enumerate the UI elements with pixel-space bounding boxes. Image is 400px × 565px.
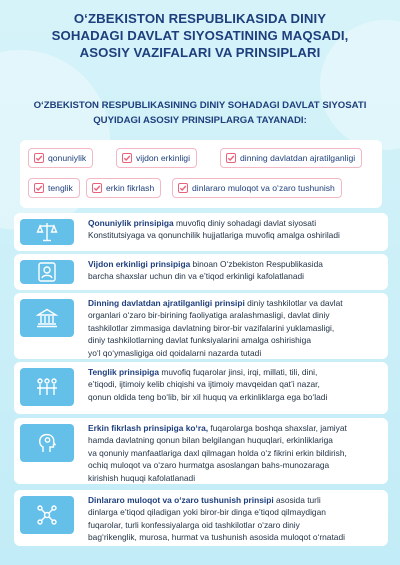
government-building-icon <box>35 306 59 330</box>
principle-chip <box>220 148 362 168</box>
principle-card-heading: Qonuniylik prinsipiga <box>88 218 174 228</box>
principle-card-erkin-fikrlash <box>14 418 388 484</box>
principle-card-text <box>88 258 382 283</box>
principle-card-dinlararo-muloqot <box>14 490 388 546</box>
principle-card-icon-tile <box>20 299 74 337</box>
check-icon <box>122 153 132 163</box>
principle-chip-label: erkin fikrlash <box>106 183 155 193</box>
principle-chip <box>28 148 93 168</box>
scales-icon <box>35 220 59 244</box>
principle-card-text <box>88 217 382 242</box>
principle-card-body: hamda davlatning qonun bilan belgilangan huquqlari, erkinliklariga <box>88 435 333 446</box>
principle-card-heading: Dinlararo muloqot va o‘zaro tushunish prinsipi <box>88 495 274 505</box>
section-subtitle-line: O‘ZBEKISTON RESPUBLIKASINING DINIY SOHADAGI DAVLAT SIYOSATI <box>33 100 367 111</box>
principle-card-icon-tile <box>20 496 74 534</box>
principle-card-body: e’tiqodi, ijtimoiy kelib chiqishi va ijtimoiy mavqeidan qat’i nazar, <box>88 379 320 390</box>
principle-card-body: va qonuniy manfaatlariga daxl qilmagan holda o‘z fikrini erkin bildirish, <box>88 447 347 458</box>
principle-card-body: diniy tashkilotlarning davlat funksiyalarini amalga oshirishiga <box>88 335 311 346</box>
check-icon <box>34 153 44 163</box>
principle-card-body: asosida turli <box>273 495 321 505</box>
principle-chip <box>86 178 161 198</box>
principle-card-body: barcha shaxslar uchun din va e’tiqod erkinligi kafolatlanadi <box>88 271 305 282</box>
principle-card-heading: Erkin fikrlash prinsipiga ko‘ra, <box>88 423 209 433</box>
principle-card-icon-tile <box>20 260 74 284</box>
principle-card-body: diniy tashkilotlar va davlat <box>244 298 343 308</box>
person-profile-icon <box>35 260 59 284</box>
principle-card-body: dinlarga e’tiqod qiladigan yoki biror-bir dinga e’tiqod qilmaydigan <box>88 507 326 518</box>
principle-chip <box>116 148 197 168</box>
principle-card-body: kirishish huquqi kafolatlanadi <box>88 472 196 483</box>
principle-card-body: organlari o‘zaro bir-birining faoliyatiga aralashmasligi, davlat diniy <box>88 310 330 321</box>
principle-chip-label: dinlararo muloqot va o‘zaro tushunish <box>192 183 335 193</box>
check-icon <box>92 183 102 193</box>
section-subtitle <box>0 98 400 128</box>
principle-card-body: bag‘rikenglik, murosa, hurmat va tushunish asosida muloqot o‘rnatadi <box>88 532 345 543</box>
principle-card-dinning-davlatdan-ajratilganligi <box>14 293 388 359</box>
principle-card-body: binoan O‘zbekiston Respublikasida <box>190 259 323 269</box>
principle-card-body: tashkilotlar zimmasiga davlatning biror-bir vazifalarini yuklamasligi, <box>88 322 335 333</box>
principle-card-icon-tile <box>20 424 74 462</box>
principle-card-tenglik <box>14 362 388 414</box>
people-equality-icon <box>35 375 59 399</box>
principle-card-body: muvofiq fuqarolar jinsi, irqi, millati, tili, dini, <box>159 367 318 377</box>
page-title <box>0 10 400 61</box>
principle-chip-label: qonuniylik <box>48 153 87 163</box>
section-subtitle-line: QUYIDAGI ASOSIY PRINSIPLARGA TAYANADI: <box>93 115 307 126</box>
principle-card-heading: Tenglik prinsipiga <box>88 367 160 377</box>
check-icon <box>178 183 188 193</box>
principle-card-icon-tile <box>20 368 74 406</box>
principle-card-body: ochiq muloqot va o‘zaro hurmatga asoslangan bahs-munozaraga <box>88 460 330 471</box>
principle-card-text <box>88 366 382 403</box>
dialogue-network-icon <box>35 503 59 527</box>
principle-card-text <box>88 494 382 544</box>
principle-card-text <box>88 297 382 359</box>
principle-card-icon-tile <box>20 219 74 245</box>
principle-chip-label: dinning davlatdan ajratilganligi <box>240 153 356 163</box>
principle-chip <box>172 178 342 198</box>
principle-card-text <box>88 422 382 484</box>
page-title-line: ASOSIY VAZIFALARI VA PRINSIPLARI <box>79 45 321 60</box>
principles-chip-panel <box>20 140 382 208</box>
principle-card-vijdon-erkinligi <box>14 254 388 290</box>
principle-card-heading: Vijdon erkinligi prinsipiga <box>88 259 191 269</box>
principle-card-body: qonun oldida teng bo‘lib, bir xil huquq va erkinliklarga ega bo‘ladi <box>88 391 328 402</box>
check-icon <box>34 183 44 193</box>
principle-chip-label: tenglik <box>48 183 73 193</box>
principle-card-body: Konstitutsiyaga va qonunchilik hujjatlariga muvofiq amalga oshiriladi <box>88 230 340 241</box>
principle-card-body: fuqarolar, turli konfessiyalarga oid tashkilotlar o‘zaro diniy <box>88 519 300 530</box>
principle-card-body: yo‘l qo‘ymasligiga oid qoidalarni nazarda tutadi <box>88 347 262 358</box>
page-title-line: O‘ZBEKISTON RESPUBLIKASIDA DINIY <box>73 11 327 26</box>
thinking-head-icon <box>35 431 59 455</box>
principle-chip <box>28 178 80 198</box>
principle-card-body: muvofiq diniy sohadagi davlat siyosati <box>173 218 317 228</box>
check-icon <box>226 153 236 163</box>
principle-card-heading: Dinning davlatdan ajratilganligi prinsipi <box>88 298 245 308</box>
page-title-line: SOHADAGI DAVLAT SIYOSATINING MAQSADI, <box>51 28 349 43</box>
principle-card-qonuniylik <box>14 213 388 251</box>
principle-chip-label: vijdon erkinligi <box>136 153 190 163</box>
principle-card-body: fuqarolarga boshqa shaxslar, jamiyat <box>208 423 347 433</box>
